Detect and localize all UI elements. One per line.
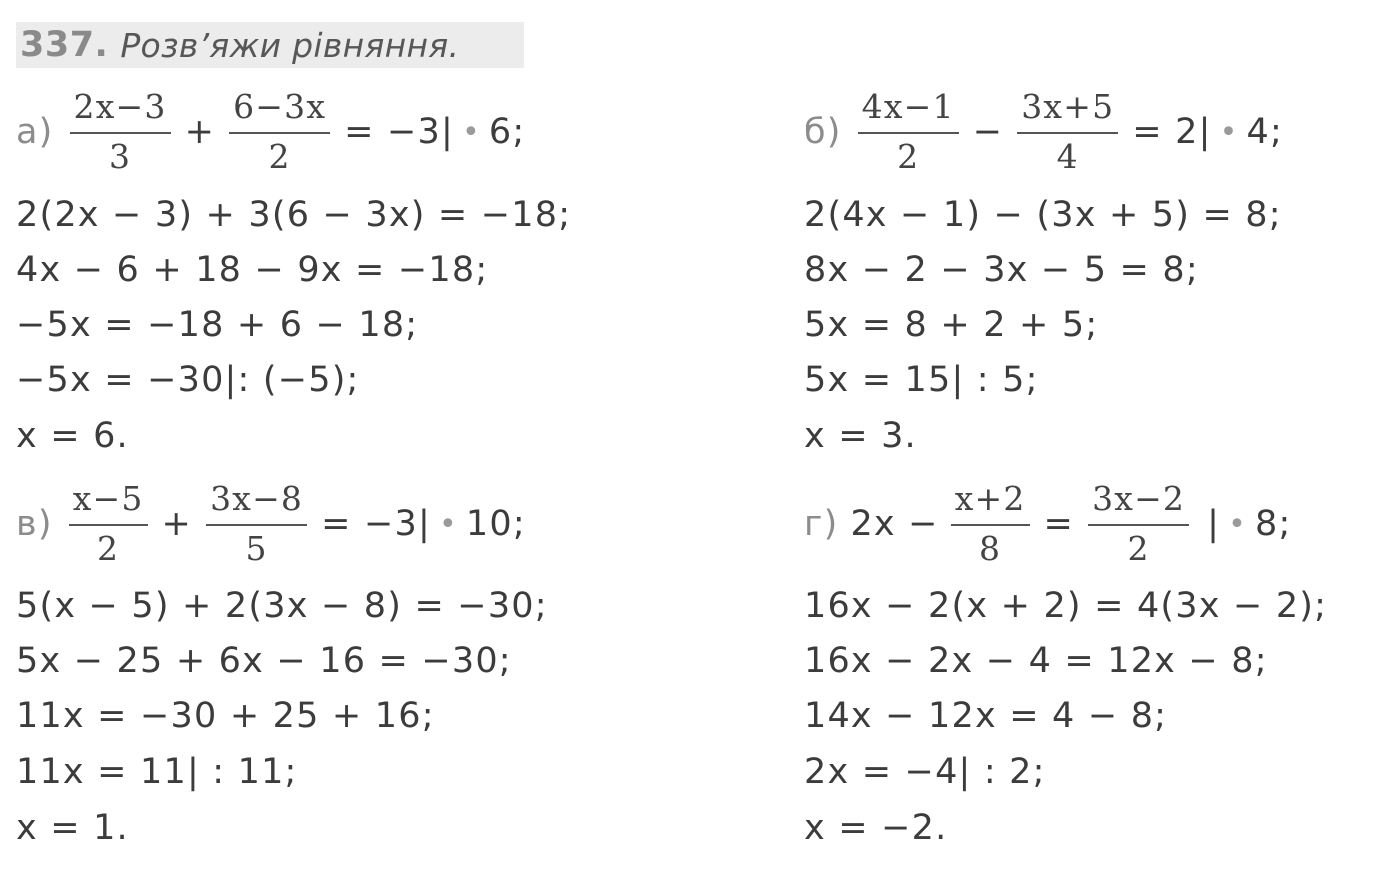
fraction-bar	[206, 524, 307, 526]
equals-sign: =	[1043, 504, 1075, 544]
fraction	[1088, 480, 1189, 568]
solution-step: 14x − 12x = 4 − 8;	[804, 696, 1168, 736]
multiply-dot: •	[1228, 506, 1248, 542]
exercise-header	[16, 22, 524, 68]
multiply-dot: •	[1219, 114, 1239, 150]
fraction	[69, 480, 148, 568]
solution-step: 11x = −30 + 25 + 16;	[16, 696, 435, 736]
denominator: 3	[108, 137, 132, 176]
numerator: 3x−2	[1092, 479, 1186, 518]
solution-answer: x = 3.	[804, 416, 917, 456]
multiplier: 10;	[465, 504, 526, 544]
solution-answer: x = −2.	[804, 808, 948, 848]
solution-step: 8x − 2 − 3x − 5 = 8;	[804, 250, 1199, 290]
solution-step: 5x = 15| : 5;	[804, 360, 1039, 400]
solution-step: 2(4x − 1) − (3x + 5) = 8;	[804, 195, 1282, 235]
operator: +	[184, 112, 216, 152]
exercise-number: 337.	[20, 25, 109, 65]
solution-step: −5x = −18 + 6 − 18;	[16, 305, 419, 345]
fraction	[951, 480, 1030, 568]
fraction	[229, 88, 330, 176]
numerator: 4x−1	[861, 87, 955, 126]
solution-step: 2x = −4| : 2;	[804, 752, 1046, 792]
multiplier: 8;	[1255, 504, 1292, 544]
fraction-bar	[951, 524, 1030, 526]
operator: −	[972, 112, 1004, 152]
fraction-bar	[70, 132, 171, 134]
numerator: x+2	[954, 479, 1026, 518]
solution-answer: x = 6.	[16, 416, 129, 456]
right-hand-side: = 2|	[1132, 112, 1212, 152]
fraction-bar	[1088, 524, 1189, 526]
problem-g-equation	[804, 474, 1292, 574]
right-hand-side: = −3|	[344, 112, 455, 152]
solution-step: 4x − 6 + 18 − 9x = −18;	[16, 250, 489, 290]
multiply-dot: •	[462, 114, 481, 150]
denominator: 2	[268, 137, 291, 176]
fraction-bar	[858, 132, 959, 134]
fraction	[858, 88, 959, 176]
multiplier: 6;	[488, 112, 526, 152]
fraction-bar	[69, 524, 148, 526]
denominator: 8	[979, 529, 1002, 568]
problem-b-label: б)	[804, 112, 842, 152]
right-hand-side: = −3|	[321, 504, 431, 544]
solution-step: 11x = 11| : 11;	[16, 752, 298, 792]
denominator: 5	[245, 529, 268, 568]
problem-b-equation	[804, 82, 1283, 182]
solution-answer: x = 1.	[16, 808, 129, 848]
solution-step: −5x = −30|: (−5);	[16, 360, 360, 400]
solution-step: 5x − 25 + 6x − 16 = −30;	[16, 641, 512, 681]
fraction	[70, 88, 171, 176]
multiplier: 4;	[1246, 112, 1283, 152]
denominator: 2	[97, 529, 120, 568]
right-hand-side: |	[1207, 504, 1221, 544]
problem-g-label: г)	[804, 504, 839, 544]
solution-step: 5(x − 5) + 2(3x − 8) = −30;	[16, 586, 548, 626]
numerator: x−5	[72, 479, 144, 518]
left-hand-side: 2x −	[850, 504, 939, 544]
numerator: 3x−8	[210, 479, 304, 518]
numerator: 6−3x	[233, 87, 327, 126]
solution-step: 5x = 8 + 2 + 5;	[804, 305, 1099, 345]
denominator: 2	[897, 137, 920, 176]
problem-a-label: а)	[16, 112, 54, 152]
multiply-dot: •	[438, 506, 458, 542]
solution-step: 16x − 2x − 4 = 12x − 8;	[804, 641, 1268, 681]
numerator: 2x−3	[73, 87, 167, 126]
denominator: 2	[1127, 529, 1150, 568]
problem-v-equation	[16, 474, 526, 574]
operator: +	[161, 504, 193, 544]
fraction	[1017, 88, 1118, 176]
solution-step: 2(2x − 3) + 3(6 − 3x) = −18;	[16, 195, 572, 235]
problem-a-equation	[16, 82, 525, 182]
fraction-bar	[229, 132, 330, 134]
solution-step: 16x − 2(x + 2) = 4(3x − 2);	[804, 586, 1328, 626]
denominator: 4	[1056, 137, 1079, 176]
numerator: 3x+5	[1021, 87, 1115, 126]
exercise-title: Розв’яжи рівняння.	[120, 25, 460, 65]
fraction	[206, 480, 307, 568]
problem-v-label: в)	[16, 504, 53, 544]
fraction-bar	[1017, 132, 1118, 134]
